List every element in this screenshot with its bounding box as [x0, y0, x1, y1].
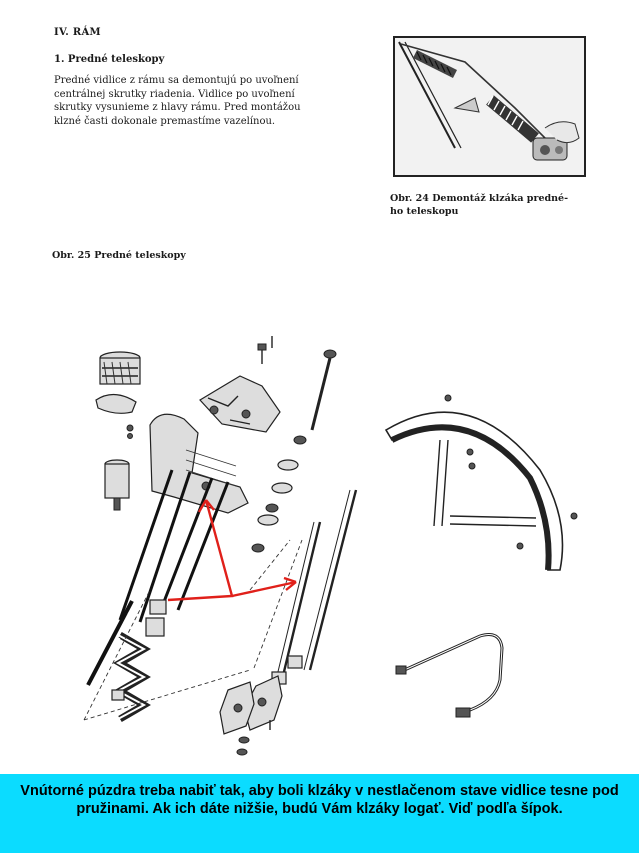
fork-sliders: [220, 676, 282, 755]
disassembly-photo: [393, 36, 586, 177]
hardware-column: [252, 336, 306, 552]
spring-stack: [88, 600, 166, 719]
headlamp-holder: [96, 352, 140, 439]
section-title: IV. RÁM: [54, 27, 101, 38]
fork-yoke: [150, 376, 280, 513]
body-paragraph: Predné vidlice z rámu sa demontujú po uvoľnení centrálnej skrutky riadenia. Vidlice po uvoľnení skrutky vysunieme z hlavy rámu. Pred montážou klzné časti dokonale premastíme vazelínou.: [54, 75, 301, 127]
photo-caption: Obr. 24 Demontáž klzáka predné- ho teleskopu: [390, 193, 569, 217]
figure-caption: Obr. 25 Predné teleskopy: [52, 250, 186, 261]
exploded-fork-diagram: [0, 290, 639, 770]
filter-cup: [105, 460, 129, 510]
mudguard: [386, 395, 577, 570]
annotation-banner: Vnútorné púzdra treba nabiť tak, aby boli klzáky v nestlačenom stave vidlice tesne pod pružinami. Ak ich dáte nižšie, budú Vám klzáky logať. Viď podľa šípok.: [0, 774, 639, 853]
central-bolt: [312, 350, 336, 430]
subsection-title: 1. Predné teleskopy: [54, 54, 165, 65]
speedo-cable: [396, 635, 502, 718]
